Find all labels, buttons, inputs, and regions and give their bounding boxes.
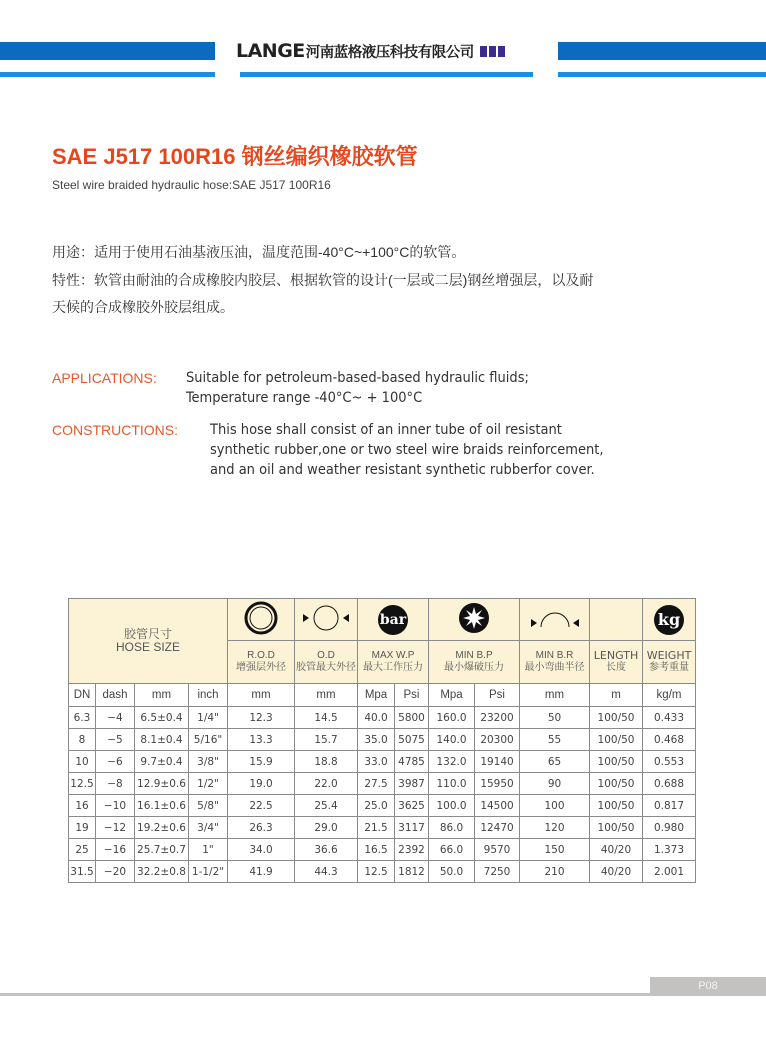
table-cell: 210	[520, 861, 590, 883]
table-cell: 1.373	[643, 839, 696, 861]
unit-cell: mm	[228, 684, 295, 707]
constructions-line-3: and an oil and weather resistant synthetic rubberfor cover.	[210, 462, 595, 478]
constructions-section	[52, 420, 604, 480]
table-cell: 5/16"	[189, 729, 228, 751]
header-underline-right	[558, 72, 766, 77]
outer-diameter-icon	[300, 603, 352, 633]
unit-cell: m	[590, 684, 643, 707]
unit-cell: inch	[189, 684, 228, 707]
table-cell: 0.688	[643, 773, 696, 795]
od-icon-cell	[295, 599, 358, 641]
table-cell: 20300	[475, 729, 520, 751]
table-cell: 31.5	[69, 861, 96, 883]
unit-cell: mm	[520, 684, 590, 707]
table-cell: 55	[520, 729, 590, 751]
table-cell: 50.0	[429, 861, 475, 883]
unit-cell: mm	[295, 684, 358, 707]
table-cell: 41.9	[228, 861, 295, 883]
header-underline-center	[240, 72, 533, 77]
wp-icon-cell	[358, 599, 429, 641]
brand-logo-text: LANGE	[236, 40, 305, 62]
table-cell: 160.0	[429, 707, 475, 729]
table-row	[69, 773, 696, 795]
table-cell: 100/50	[590, 817, 643, 839]
table-cell: 40/20	[590, 839, 643, 861]
applications-section	[52, 368, 529, 408]
unit-cell: DN	[69, 684, 96, 707]
table-cell: −5	[96, 729, 135, 751]
table-cell: 12.3	[228, 707, 295, 729]
table-cell: 8	[69, 729, 96, 751]
table-cell: 65	[520, 751, 590, 773]
header-bar-left	[0, 42, 215, 60]
cn-feature-line-2: 天候的合成橡胶外胶层组成。	[52, 299, 234, 315]
table-cell: 25	[69, 839, 96, 861]
table-cell: 100/50	[590, 795, 643, 817]
table-cell: 9570	[475, 839, 520, 861]
unit-cell: Mpa	[429, 684, 475, 707]
bp-icon-cell	[429, 599, 520, 641]
table-body	[69, 707, 696, 883]
page-subtitle: Steel wire braided hydraulic hose:SAE J517 100R16	[52, 178, 331, 192]
table-cell: 3/4"	[189, 817, 228, 839]
table-cell: 36.6	[295, 839, 358, 861]
table-cell: 22.5	[228, 795, 295, 817]
table-row	[69, 707, 696, 729]
unit-cell: dash	[96, 684, 135, 707]
table-row	[69, 861, 696, 883]
table-cell: 16	[69, 795, 96, 817]
brand-blocks-icon	[480, 46, 505, 57]
table-row	[69, 729, 696, 751]
burst-icon	[458, 602, 490, 634]
table-cell: 6.5±0.4	[135, 707, 189, 729]
table-cell: 32.2±0.8	[135, 861, 189, 883]
table-cell: 12.5	[69, 773, 96, 795]
col-od-label: O.D 胶管最大外径	[295, 641, 358, 684]
table-cell: 0.553	[643, 751, 696, 773]
table-cell: 8.1±0.4	[135, 729, 189, 751]
table-cell: 0.433	[643, 707, 696, 729]
table-row	[69, 751, 696, 773]
table-cell: −20	[96, 861, 135, 883]
table-cell: 12470	[475, 817, 520, 839]
table-cell: 40/20	[590, 861, 643, 883]
table-cell: 19.0	[228, 773, 295, 795]
table-cell: −10	[96, 795, 135, 817]
hose-size-en: HOSE SIZE	[116, 640, 181, 654]
table-cell: 33.0	[358, 751, 395, 773]
br-icon-cell	[520, 599, 590, 641]
table-cell: 3/8"	[189, 751, 228, 773]
table-cell: 9.7±0.4	[135, 751, 189, 773]
table-cell: 12.5	[358, 861, 395, 883]
table-cell: 1"	[189, 839, 228, 861]
table-cell: −4	[96, 707, 135, 729]
table-cell: −6	[96, 751, 135, 773]
cn-feature-line-1: 特性：软管由耐油的合成橡胶内胶层、根据软管的设计(一层或二层)钢丝增强层，以及耐	[52, 272, 594, 288]
unit-cell: mm	[135, 684, 189, 707]
length-icon-cell	[590, 599, 643, 641]
unit-cell: Psi	[395, 684, 429, 707]
table-cell: 3625	[395, 795, 429, 817]
table-cell: 1/4"	[189, 707, 228, 729]
table-cell: −8	[96, 773, 135, 795]
table-cell: 2392	[395, 839, 429, 861]
table-cell: 100	[520, 795, 590, 817]
col-length-label: LENGTH 长度	[590, 641, 643, 684]
col-weight-label: WEIGHT 参考重量	[643, 641, 696, 684]
header-bar-right	[558, 42, 766, 60]
table-cell: 10	[69, 751, 96, 773]
bar-pressure-icon: bar	[378, 605, 408, 635]
col-wp-label: MAX W.P 最大工作压力	[358, 641, 429, 684]
constructions-line-2: synthetic rubber,one or two steel wire braids reinforcement,	[210, 442, 604, 458]
page-number: P08	[650, 977, 766, 995]
table-cell: 0.980	[643, 817, 696, 839]
table-row	[69, 839, 696, 861]
table-cell: 1812	[395, 861, 429, 883]
table-cell: 16.1±0.6	[135, 795, 189, 817]
table-cell: 150	[520, 839, 590, 861]
table-cell: 16.5	[358, 839, 395, 861]
table-cell: 5075	[395, 729, 429, 751]
table-cell: 7250	[475, 861, 520, 883]
table-cell: 110.0	[429, 773, 475, 795]
hose-spec-table	[68, 598, 696, 883]
table-icon-row	[69, 599, 696, 641]
table-cell: 18.8	[295, 751, 358, 773]
rod-icon-cell	[228, 599, 295, 641]
table-cell: 2.001	[643, 861, 696, 883]
table-cell: 34.0	[228, 839, 295, 861]
table-cell: 6.3	[69, 707, 96, 729]
table-cell: 0.817	[643, 795, 696, 817]
table-cell: 100/50	[590, 751, 643, 773]
company-brand	[236, 38, 505, 64]
table-cell: 13.3	[228, 729, 295, 751]
table-cell: 15950	[475, 773, 520, 795]
page-title: SAE J517 100R16 钢丝编织橡胶软管	[52, 144, 418, 169]
table-cell: 19	[69, 817, 96, 839]
table-cell: 4785	[395, 751, 429, 773]
table-cell: 120	[520, 817, 590, 839]
table-cell: 15.9	[228, 751, 295, 773]
kg-weight-icon: kg	[654, 605, 684, 635]
weight-icon-cell	[643, 599, 696, 641]
col-rod-label: R.O.D 增强层外径	[228, 641, 295, 684]
table-cell: 5800	[395, 707, 429, 729]
table-row	[69, 817, 696, 839]
table-cell: 90	[520, 773, 590, 795]
constructions-label: CONSTRUCTIONS:	[52, 422, 178, 438]
table-cell: 3987	[395, 773, 429, 795]
table-cell: 27.5	[358, 773, 395, 795]
reinforcement-od-icon	[244, 601, 278, 635]
col-br-label: MIN B.R 最小弯曲半径	[520, 641, 590, 684]
table-cell: 100/50	[590, 707, 643, 729]
table-cell: 3117	[395, 817, 429, 839]
hose-size-header	[69, 599, 228, 684]
unit-cell: kg/m	[643, 684, 696, 707]
table-cell: 0.468	[643, 729, 696, 751]
table-cell: 26.3	[228, 817, 295, 839]
unit-cell: Mpa	[358, 684, 395, 707]
company-name: 河南蓝格液压科技有限公司	[305, 44, 474, 61]
table-cell: 15.7	[295, 729, 358, 751]
table-cell: 140.0	[429, 729, 475, 751]
table-cell: 19.2±0.6	[135, 817, 189, 839]
table-cell: 14500	[475, 795, 520, 817]
bend-radius-icon	[527, 605, 583, 631]
cn-usage-line: 用途：适用于使用石油基液压油，温度范围-40°C~+100°C的软管。	[52, 244, 466, 260]
constructions-line-1: This hose shall consist of an inner tube of oil resistant	[210, 422, 562, 438]
table-cell: −12	[96, 817, 135, 839]
table-cell: 40.0	[358, 707, 395, 729]
table-cell: 21.5	[358, 817, 395, 839]
applications-label: APPLICATIONS:	[52, 370, 157, 386]
table-cell: 100.0	[429, 795, 475, 817]
table-cell: 100/50	[590, 729, 643, 751]
table-cell: 25.7±0.7	[135, 839, 189, 861]
table-cell: 1/2"	[189, 773, 228, 795]
table-cell: 1-1/2"	[189, 861, 228, 883]
applications-line-1: Suitable for petroleum-based-based hydraulic fluids;	[186, 370, 529, 386]
table-cell: 23200	[475, 707, 520, 729]
table-cell: 132.0	[429, 751, 475, 773]
table-cell: 22.0	[295, 773, 358, 795]
table-cell: 100/50	[590, 773, 643, 795]
table-cell: 44.3	[295, 861, 358, 883]
table-cell: 35.0	[358, 729, 395, 751]
table-cell: 50	[520, 707, 590, 729]
table-row	[69, 795, 696, 817]
table-cell: 29.0	[295, 817, 358, 839]
applications-line-2: Temperature range -40°C~ + 100°C	[186, 390, 423, 406]
col-bp-label: MIN B.P 最小爆破压力	[429, 641, 520, 684]
table-cell: 19140	[475, 751, 520, 773]
table-cell: 25.4	[295, 795, 358, 817]
hose-size-cn: 胶管尺寸	[124, 627, 173, 641]
unit-cell: Psi	[475, 684, 520, 707]
table-cell: 66.0	[429, 839, 475, 861]
table-cell: −16	[96, 839, 135, 861]
header-underline-left	[0, 72, 215, 77]
table-cell: 12.9±0.6	[135, 773, 189, 795]
table-cell: 25.0	[358, 795, 395, 817]
table-cell: 5/8"	[189, 795, 228, 817]
table-cell: 14.5	[295, 707, 358, 729]
table-cell: 86.0	[429, 817, 475, 839]
table-unit-row	[69, 684, 696, 707]
